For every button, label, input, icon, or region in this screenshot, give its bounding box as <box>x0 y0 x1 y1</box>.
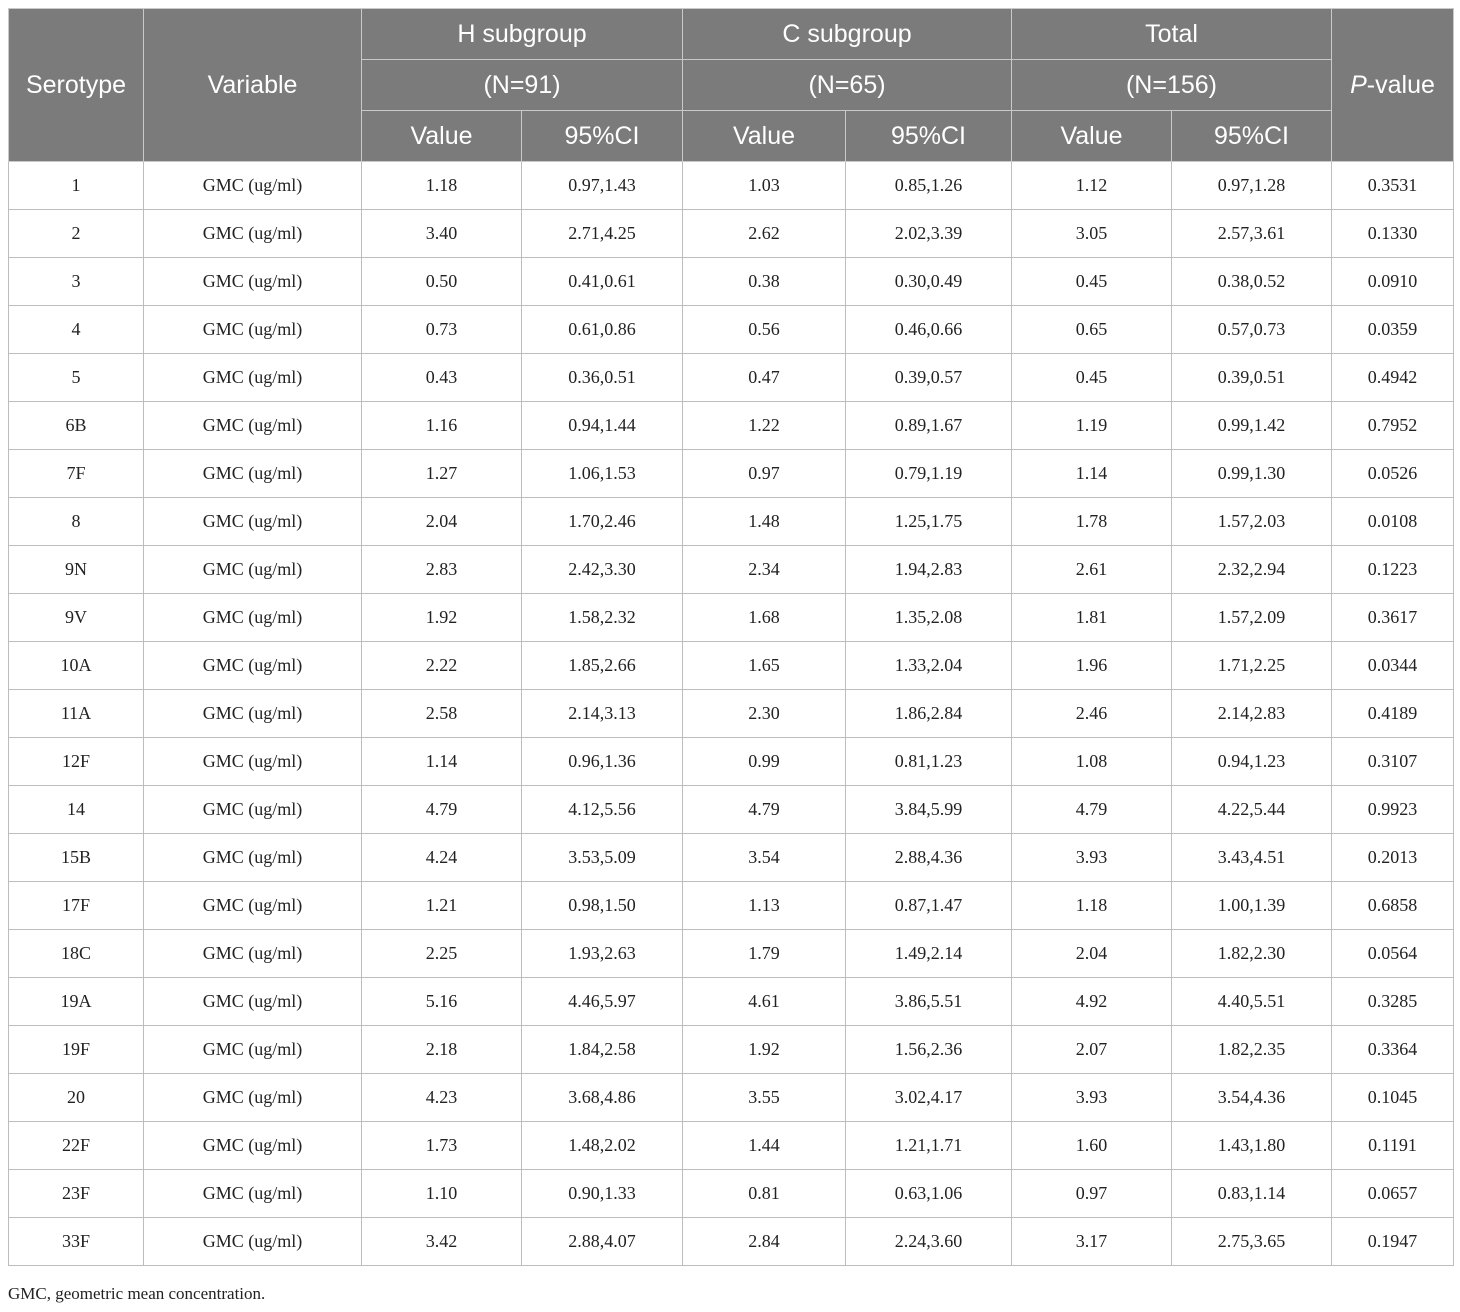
cell-h-value: 3.40 <box>362 210 522 258</box>
cell-variable: GMC (ug/ml) <box>144 1122 362 1170</box>
table-row <box>9 1122 1454 1170</box>
cell-serotype: 15B <box>9 834 144 882</box>
cell-total-value: 2.04 <box>1012 930 1172 978</box>
cell-total-value: 3.05 <box>1012 210 1172 258</box>
cell-h-ci: 0.97,1.43 <box>522 162 683 210</box>
cell-total-value: 2.07 <box>1012 1026 1172 1074</box>
header-total-value: Value <box>1012 111 1172 162</box>
cell-variable: GMC (ug/ml) <box>144 498 362 546</box>
cell-c-value: 1.13 <box>683 882 846 930</box>
cell-h-ci: 2.14,3.13 <box>522 690 683 738</box>
cell-serotype: 4 <box>9 306 144 354</box>
cell-total-value: 3.17 <box>1012 1218 1172 1266</box>
cell-h-value: 2.18 <box>362 1026 522 1074</box>
table-body <box>9 162 1454 1266</box>
cell-serotype: 6B <box>9 402 144 450</box>
cell-p-value: 0.1330 <box>1332 210 1454 258</box>
cell-serotype: 22F <box>9 1122 144 1170</box>
cell-p-value: 0.0564 <box>1332 930 1454 978</box>
header-c-ci: 95%CI <box>846 111 1012 162</box>
cell-c-value: 0.99 <box>683 738 846 786</box>
cell-variable: GMC (ug/ml) <box>144 402 362 450</box>
cell-variable: GMC (ug/ml) <box>144 642 362 690</box>
cell-h-ci: 2.71,4.25 <box>522 210 683 258</box>
cell-p-value: 0.3531 <box>1332 162 1454 210</box>
cell-variable: GMC (ug/ml) <box>144 882 362 930</box>
cell-p-value: 0.3285 <box>1332 978 1454 1026</box>
table-row <box>9 210 1454 258</box>
header-p-italic: P <box>1350 70 1367 99</box>
cell-total-value: 1.08 <box>1012 738 1172 786</box>
cell-total-ci: 1.57,2.03 <box>1172 498 1332 546</box>
cell-c-value: 1.22 <box>683 402 846 450</box>
cell-c-value: 2.34 <box>683 546 846 594</box>
cell-h-value: 1.14 <box>362 738 522 786</box>
table-row <box>9 642 1454 690</box>
cell-total-ci: 2.14,2.83 <box>1172 690 1332 738</box>
cell-h-ci: 2.88,4.07 <box>522 1218 683 1266</box>
cell-serotype: 19F <box>9 1026 144 1074</box>
cell-h-value: 4.23 <box>362 1074 522 1122</box>
cell-total-ci: 0.94,1.23 <box>1172 738 1332 786</box>
cell-total-ci: 4.22,5.44 <box>1172 786 1332 834</box>
table-row <box>9 498 1454 546</box>
cell-h-ci: 1.85,2.66 <box>522 642 683 690</box>
cell-total-value: 1.12 <box>1012 162 1172 210</box>
cell-c-ci: 2.02,3.39 <box>846 210 1012 258</box>
cell-total-value: 2.46 <box>1012 690 1172 738</box>
header-c-n: (N=65) <box>683 60 1012 111</box>
cell-total-ci: 0.99,1.42 <box>1172 402 1332 450</box>
cell-total-ci: 3.54,4.36 <box>1172 1074 1332 1122</box>
cell-c-ci: 1.25,1.75 <box>846 498 1012 546</box>
cell-h-ci: 1.93,2.63 <box>522 930 683 978</box>
cell-total-value: 0.45 <box>1012 354 1172 402</box>
cell-c-value: 1.68 <box>683 594 846 642</box>
cell-p-value: 0.0910 <box>1332 258 1454 306</box>
cell-total-ci: 0.57,0.73 <box>1172 306 1332 354</box>
cell-c-value: 0.81 <box>683 1170 846 1218</box>
cell-p-value: 0.0526 <box>1332 450 1454 498</box>
cell-c-ci: 0.79,1.19 <box>846 450 1012 498</box>
cell-h-ci: 0.36,0.51 <box>522 354 683 402</box>
cell-h-ci: 0.94,1.44 <box>522 402 683 450</box>
header-total-n: (N=156) <box>1012 60 1332 111</box>
cell-h-ci: 0.98,1.50 <box>522 882 683 930</box>
cell-c-value: 3.54 <box>683 834 846 882</box>
cell-c-value: 1.92 <box>683 1026 846 1074</box>
cell-p-value: 0.0108 <box>1332 498 1454 546</box>
cell-total-value: 4.79 <box>1012 786 1172 834</box>
cell-p-value: 0.3107 <box>1332 738 1454 786</box>
table-row <box>9 690 1454 738</box>
cell-h-value: 2.83 <box>362 546 522 594</box>
cell-serotype: 1 <box>9 162 144 210</box>
cell-serotype: 17F <box>9 882 144 930</box>
table-row <box>9 882 1454 930</box>
cell-c-ci: 1.33,2.04 <box>846 642 1012 690</box>
cell-h-ci: 0.96,1.36 <box>522 738 683 786</box>
cell-variable: GMC (ug/ml) <box>144 594 362 642</box>
cell-c-value: 0.56 <box>683 306 846 354</box>
header-h-value: Value <box>362 111 522 162</box>
table-row <box>9 258 1454 306</box>
cell-serotype: 18C <box>9 930 144 978</box>
cell-c-ci: 0.63,1.06 <box>846 1170 1012 1218</box>
cell-h-value: 1.16 <box>362 402 522 450</box>
cell-c-ci: 1.86,2.84 <box>846 690 1012 738</box>
cell-total-value: 3.93 <box>1012 1074 1172 1122</box>
cell-c-ci: 0.39,0.57 <box>846 354 1012 402</box>
cell-h-ci: 1.48,2.02 <box>522 1122 683 1170</box>
cell-total-ci: 0.39,0.51 <box>1172 354 1332 402</box>
cell-variable: GMC (ug/ml) <box>144 1170 362 1218</box>
cell-total-value: 4.92 <box>1012 978 1172 1026</box>
cell-total-value: 2.61 <box>1012 546 1172 594</box>
cell-p-value: 0.1947 <box>1332 1218 1454 1266</box>
cell-h-value: 0.50 <box>362 258 522 306</box>
cell-h-value: 1.18 <box>362 162 522 210</box>
cell-h-value: 2.22 <box>362 642 522 690</box>
cell-total-value: 0.45 <box>1012 258 1172 306</box>
cell-total-value: 3.93 <box>1012 834 1172 882</box>
header-h-subgroup: H subgroup <box>362 9 683 60</box>
cell-c-value: 2.62 <box>683 210 846 258</box>
cell-c-value: 1.03 <box>683 162 846 210</box>
cell-variable: GMC (ug/ml) <box>144 738 362 786</box>
cell-total-ci: 1.00,1.39 <box>1172 882 1332 930</box>
cell-variable: GMC (ug/ml) <box>144 690 362 738</box>
cell-c-ci: 0.30,0.49 <box>846 258 1012 306</box>
cell-c-ci: 0.89,1.67 <box>846 402 1012 450</box>
cell-serotype: 23F <box>9 1170 144 1218</box>
cell-c-ci: 0.85,1.26 <box>846 162 1012 210</box>
header-total: Total <box>1012 9 1332 60</box>
cell-h-value: 0.43 <box>362 354 522 402</box>
cell-p-value: 0.6858 <box>1332 882 1454 930</box>
cell-serotype: 3 <box>9 258 144 306</box>
table-row <box>9 930 1454 978</box>
cell-c-value: 0.38 <box>683 258 846 306</box>
cell-h-value: 4.79 <box>362 786 522 834</box>
cell-total-ci: 1.71,2.25 <box>1172 642 1332 690</box>
cell-c-value: 2.84 <box>683 1218 846 1266</box>
cell-c-value: 3.55 <box>683 1074 846 1122</box>
cell-variable: GMC (ug/ml) <box>144 450 362 498</box>
cell-c-ci: 0.46,0.66 <box>846 306 1012 354</box>
cell-variable: GMC (ug/ml) <box>144 162 362 210</box>
header-h-ci: 95%CI <box>522 111 683 162</box>
header-serotype: Serotype <box>9 9 144 162</box>
cell-c-ci: 1.56,2.36 <box>846 1026 1012 1074</box>
cell-h-ci: 1.58,2.32 <box>522 594 683 642</box>
cell-h-ci: 1.70,2.46 <box>522 498 683 546</box>
cell-p-value: 0.0344 <box>1332 642 1454 690</box>
cell-p-value: 0.0359 <box>1332 306 1454 354</box>
cell-c-ci: 2.24,3.60 <box>846 1218 1012 1266</box>
cell-p-value: 0.9923 <box>1332 786 1454 834</box>
table-row <box>9 1074 1454 1122</box>
table-footnote: GMC, geometric mean concentration. <box>8 1284 266 1303</box>
header-variable: Variable <box>144 9 362 162</box>
cell-total-ci: 0.38,0.52 <box>1172 258 1332 306</box>
cell-c-value: 1.44 <box>683 1122 846 1170</box>
cell-h-value: 1.21 <box>362 882 522 930</box>
cell-serotype: 10A <box>9 642 144 690</box>
cell-c-ci: 3.84,5.99 <box>846 786 1012 834</box>
table-row <box>9 306 1454 354</box>
table-row <box>9 786 1454 834</box>
table-row <box>9 978 1454 1026</box>
cell-serotype: 20 <box>9 1074 144 1122</box>
cell-h-value: 0.73 <box>362 306 522 354</box>
header-p-value <box>1332 9 1454 162</box>
cell-p-value: 0.3364 <box>1332 1026 1454 1074</box>
cell-variable: GMC (ug/ml) <box>144 546 362 594</box>
cell-c-value: 2.30 <box>683 690 846 738</box>
cell-c-ci: 1.49,2.14 <box>846 930 1012 978</box>
header-p-rest: -value <box>1366 70 1435 99</box>
cell-h-value: 2.04 <box>362 498 522 546</box>
cell-c-value: 4.61 <box>683 978 846 1026</box>
cell-variable: GMC (ug/ml) <box>144 210 362 258</box>
cell-p-value: 0.1045 <box>1332 1074 1454 1122</box>
cell-total-value: 0.65 <box>1012 306 1172 354</box>
cell-h-ci: 0.41,0.61 <box>522 258 683 306</box>
cell-c-ci: 3.86,5.51 <box>846 978 1012 1026</box>
table-row <box>9 834 1454 882</box>
table-row <box>9 1218 1454 1266</box>
cell-c-value: 0.97 <box>683 450 846 498</box>
cell-h-ci: 4.46,5.97 <box>522 978 683 1026</box>
table-row <box>9 450 1454 498</box>
cell-h-ci: 3.53,5.09 <box>522 834 683 882</box>
table-row <box>9 402 1454 450</box>
cell-total-value: 1.81 <box>1012 594 1172 642</box>
cell-serotype: 2 <box>9 210 144 258</box>
cell-c-ci: 1.21,1.71 <box>846 1122 1012 1170</box>
cell-p-value: 0.1191 <box>1332 1122 1454 1170</box>
cell-p-value: 0.4942 <box>1332 354 1454 402</box>
cell-h-value: 5.16 <box>362 978 522 1026</box>
cell-serotype: 19A <box>9 978 144 1026</box>
cell-total-value: 1.19 <box>1012 402 1172 450</box>
cell-total-ci: 0.99,1.30 <box>1172 450 1332 498</box>
cell-h-ci: 0.90,1.33 <box>522 1170 683 1218</box>
cell-h-value: 1.92 <box>362 594 522 642</box>
table-row <box>9 546 1454 594</box>
cell-c-ci: 2.88,4.36 <box>846 834 1012 882</box>
cell-serotype: 9N <box>9 546 144 594</box>
cell-serotype: 5 <box>9 354 144 402</box>
cell-p-value: 0.0657 <box>1332 1170 1454 1218</box>
cell-serotype: 8 <box>9 498 144 546</box>
cell-variable: GMC (ug/ml) <box>144 354 362 402</box>
cell-c-value: 4.79 <box>683 786 846 834</box>
cell-total-ci: 2.32,2.94 <box>1172 546 1332 594</box>
cell-variable: GMC (ug/ml) <box>144 786 362 834</box>
cell-total-ci: 1.43,1.80 <box>1172 1122 1332 1170</box>
table-header <box>9 9 1454 162</box>
cell-total-ci: 0.97,1.28 <box>1172 162 1332 210</box>
cell-variable: GMC (ug/ml) <box>144 978 362 1026</box>
table-row <box>9 1170 1454 1218</box>
cell-h-value: 1.27 <box>362 450 522 498</box>
gmc-table <box>8 8 1454 1266</box>
cell-serotype: 14 <box>9 786 144 834</box>
cell-c-value: 1.48 <box>683 498 846 546</box>
cell-total-value: 0.97 <box>1012 1170 1172 1218</box>
table-row <box>9 738 1454 786</box>
cell-h-ci: 3.68,4.86 <box>522 1074 683 1122</box>
cell-h-ci: 1.06,1.53 <box>522 450 683 498</box>
cell-total-ci: 1.82,2.30 <box>1172 930 1332 978</box>
header-h-n: (N=91) <box>362 60 683 111</box>
cell-variable: GMC (ug/ml) <box>144 834 362 882</box>
table-row <box>9 354 1454 402</box>
cell-total-value: 1.60 <box>1012 1122 1172 1170</box>
cell-variable: GMC (ug/ml) <box>144 1026 362 1074</box>
cell-c-value: 1.79 <box>683 930 846 978</box>
cell-serotype: 7F <box>9 450 144 498</box>
cell-h-ci: 4.12,5.56 <box>522 786 683 834</box>
header-row-groups <box>9 9 1454 60</box>
cell-total-ci: 1.82,2.35 <box>1172 1026 1332 1074</box>
cell-c-ci: 0.81,1.23 <box>846 738 1012 786</box>
cell-c-ci: 1.94,2.83 <box>846 546 1012 594</box>
cell-serotype: 12F <box>9 738 144 786</box>
cell-total-value: 1.14 <box>1012 450 1172 498</box>
cell-h-value: 4.24 <box>362 834 522 882</box>
cell-h-ci: 2.42,3.30 <box>522 546 683 594</box>
cell-c-ci: 1.35,2.08 <box>846 594 1012 642</box>
cell-p-value: 0.3617 <box>1332 594 1454 642</box>
cell-total-value: 1.78 <box>1012 498 1172 546</box>
cell-variable: GMC (ug/ml) <box>144 1218 362 1266</box>
cell-p-value: 0.4189 <box>1332 690 1454 738</box>
cell-c-value: 0.47 <box>683 354 846 402</box>
cell-c-value: 1.65 <box>683 642 846 690</box>
cell-total-ci: 1.57,2.09 <box>1172 594 1332 642</box>
cell-p-value: 0.1223 <box>1332 546 1454 594</box>
cell-variable: GMC (ug/ml) <box>144 930 362 978</box>
cell-c-ci: 3.02,4.17 <box>846 1074 1012 1122</box>
table-row <box>9 594 1454 642</box>
cell-p-value: 0.2013 <box>1332 834 1454 882</box>
cell-total-ci: 2.75,3.65 <box>1172 1218 1332 1266</box>
cell-p-value: 0.7952 <box>1332 402 1454 450</box>
cell-serotype: 9V <box>9 594 144 642</box>
cell-variable: GMC (ug/ml) <box>144 258 362 306</box>
header-total-ci: 95%CI <box>1172 111 1332 162</box>
cell-h-value: 3.42 <box>362 1218 522 1266</box>
cell-h-value: 2.25 <box>362 930 522 978</box>
cell-variable: GMC (ug/ml) <box>144 1074 362 1122</box>
cell-h-ci: 0.61,0.86 <box>522 306 683 354</box>
cell-serotype: 33F <box>9 1218 144 1266</box>
cell-total-ci: 3.43,4.51 <box>1172 834 1332 882</box>
cell-serotype: 11A <box>9 690 144 738</box>
cell-h-ci: 1.84,2.58 <box>522 1026 683 1074</box>
cell-variable: GMC (ug/ml) <box>144 306 362 354</box>
table-row <box>9 162 1454 210</box>
cell-h-value: 1.10 <box>362 1170 522 1218</box>
cell-total-ci: 0.83,1.14 <box>1172 1170 1332 1218</box>
cell-total-value: 1.18 <box>1012 882 1172 930</box>
cell-h-value: 1.73 <box>362 1122 522 1170</box>
cell-c-ci: 0.87,1.47 <box>846 882 1012 930</box>
cell-total-ci: 2.57,3.61 <box>1172 210 1332 258</box>
cell-total-ci: 4.40,5.51 <box>1172 978 1332 1026</box>
header-c-subgroup: C subgroup <box>683 9 1012 60</box>
table-row <box>9 1026 1454 1074</box>
cell-total-value: 1.96 <box>1012 642 1172 690</box>
cell-h-value: 2.58 <box>362 690 522 738</box>
header-c-value: Value <box>683 111 846 162</box>
